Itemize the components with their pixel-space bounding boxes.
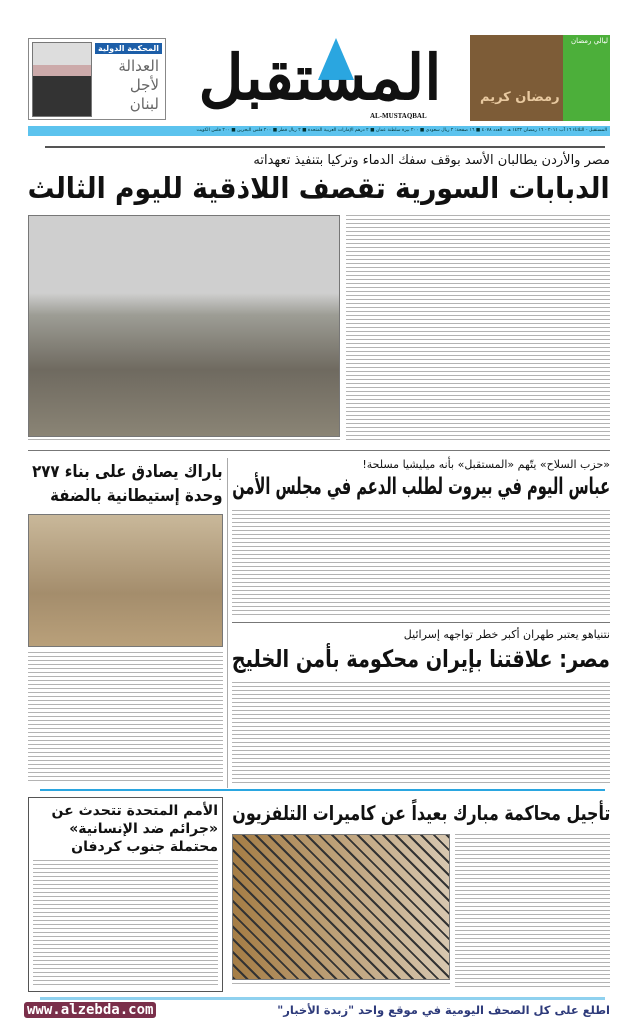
left-promo-box: [28, 38, 166, 120]
tribunal-badge: المحكمة الدولية: [95, 43, 162, 54]
lead-body: [346, 215, 610, 443]
lead-caption: [28, 439, 340, 443]
barak-headline: باراك يصادق على بناء ٢٧٧ وحدة إستيطانية بالضفة: [28, 460, 223, 508]
slogan-line: العدالة: [118, 57, 159, 75]
lead-kicker: مصر والأردن يطالبان الأسد بوقف سفك الدماء وتركيا بتنفيذ تعهداته: [253, 153, 610, 168]
divider: [232, 622, 610, 623]
lead-headline: الدبابات السورية تقصف اللاذقية لليوم الثالث: [28, 171, 610, 205]
slogan-line: لبنان: [129, 95, 159, 113]
abbas-headline: عباس اليوم في بيروت لطلب الدعم في مجلس الأمن: [232, 474, 610, 500]
un-story-box: [28, 797, 223, 992]
settlement-photo: [28, 514, 223, 647]
date-strip: المستقبل - الثلاثاء ١٦ آب ٢٠١١ - ١٦ رمضان ١٤٣٢ هـ - العدد ٤٠٧٨ ■ ١٦ صفحة: ٢ ريال سعودي ■ ٢٠٠ بيزة سلطنة عمان ■ ٢ درهم الإمارات العربية المتحدة ■ ٢ ريال قطر ■ ٢٠٠ فلس البحرين ■ ٢٠٠ فلس الكويت: [28, 126, 610, 136]
portrait-photo: [32, 42, 92, 117]
divider: [40, 997, 605, 1000]
slogan-line: لأجل: [129, 76, 159, 94]
mubarak-caption: [232, 983, 450, 987]
un-headline: الأمم المتحدة تتحدث عن «جرائم ضد الإنسانية» محتملة جنوب كردفان: [33, 802, 218, 856]
mubarak-body: [455, 834, 610, 990]
divider: [28, 450, 610, 451]
ramadan-ad: [470, 35, 610, 121]
un-body: [33, 860, 218, 988]
mubarak-trial-photo: [232, 834, 450, 980]
banner-text: اطلع على كل الصحف اليومية في موقع واحد "زبدة الأخبار": [277, 1003, 610, 1017]
logo-latin: AL-MUSTAQBAL: [370, 112, 427, 120]
abbas-kicker: «حزب السلاح» يتّهم «المستقبل» بأنه ميليشيا مسلحة!: [362, 458, 610, 471]
banner-url[interactable]: www.alzebda.com: [24, 1002, 156, 1018]
barak-body: [28, 652, 223, 784]
egypt-kicker: نتنياهو يعتبر طهران أكبر خطر تواجهه إسرائيل: [403, 628, 610, 641]
divider: [45, 146, 605, 148]
egypt-body: [232, 682, 610, 785]
newspaper-logo: المستقبل: [198, 41, 442, 114]
abbas-body: [232, 510, 610, 618]
egypt-headline: مصر: علاقتنا بإيران محكومة بأمن الخليج: [231, 645, 610, 673]
latakia-photo: [28, 215, 340, 437]
mubarak-headline: تأجيل محاكمة مبارك بعيداً عن كاميرات التلفزيون: [231, 801, 610, 825]
divider: [227, 458, 228, 788]
divider: [40, 789, 605, 791]
ad-greeting: رمضان كريم: [480, 90, 560, 105]
ad-title: ليالي رمضان: [563, 35, 610, 121]
